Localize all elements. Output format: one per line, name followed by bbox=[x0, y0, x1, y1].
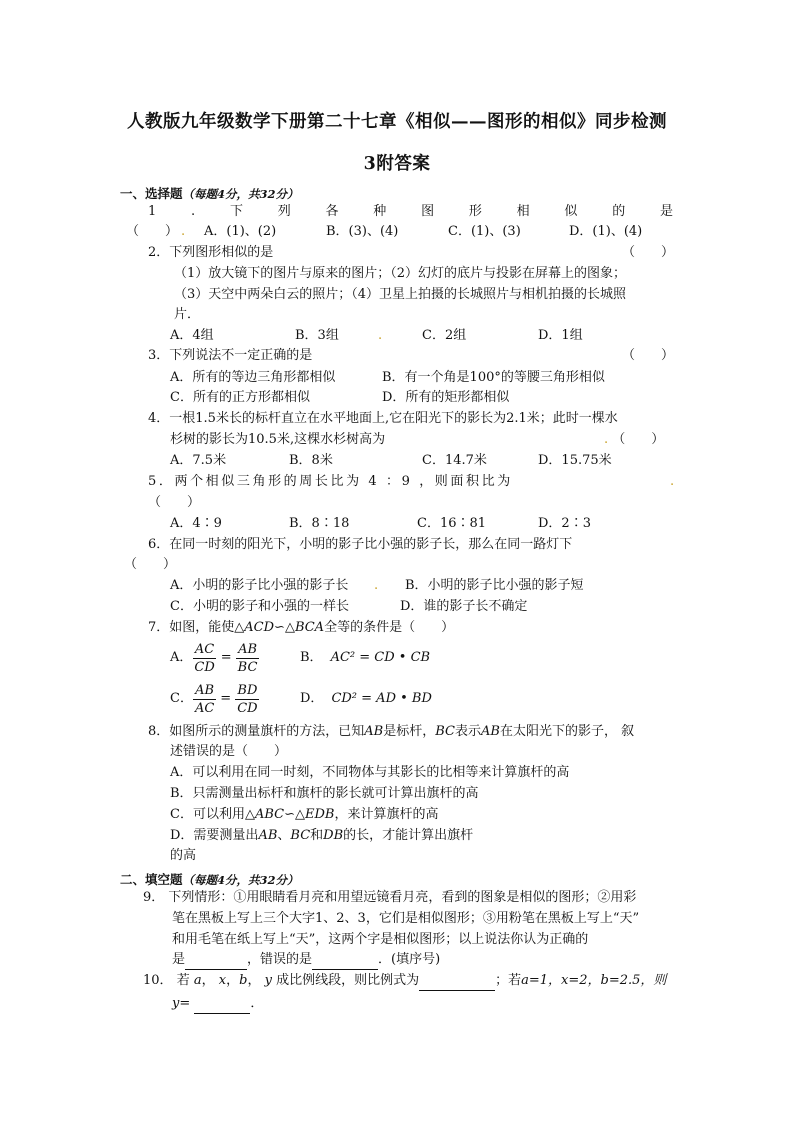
q1-char: 似 bbox=[564, 204, 578, 219]
var-b: b bbox=[239, 973, 248, 988]
q1-option-a: A．(1)、(2) bbox=[204, 224, 277, 239]
equals: = bbox=[220, 691, 232, 706]
title-line-1: 人教版九年级数学下册第二十七章《相似——图形的相似》同步检测 bbox=[127, 112, 667, 132]
q1-char: 种 bbox=[373, 204, 387, 219]
q8-text: C．可以利用△ bbox=[170, 807, 255, 822]
q7-option-b bbox=[300, 649, 430, 667]
q8-text: 和 bbox=[310, 828, 324, 843]
section-note: （每题4分，共32分） bbox=[182, 873, 299, 887]
paren-text: （ ） bbox=[612, 432, 665, 447]
math-expr: CD² = AD • BD bbox=[331, 691, 432, 706]
section-note: （每题4分，共32分） bbox=[182, 187, 299, 201]
q5-paren: （ ） bbox=[148, 495, 201, 510]
decor-dot: . bbox=[181, 224, 186, 239]
q6-option-a: A．小明的影子比小强的影子长 bbox=[170, 578, 349, 593]
q2-option-c: C．2组 bbox=[422, 328, 467, 343]
q5-line-1: 5．两个相似三角形的周长比为 4 ：9 ，则面积比为 bbox=[148, 474, 513, 489]
q10-number: 10． bbox=[143, 973, 173, 988]
var-a: a bbox=[193, 973, 202, 988]
q1-char: . bbox=[191, 204, 196, 219]
q7-math: ACD bbox=[244, 620, 275, 635]
q8-text: 在太阳光下的影子， 叙 bbox=[499, 724, 635, 739]
q6-paren: （ ） bbox=[124, 557, 177, 572]
q1-char: 1 bbox=[148, 204, 157, 219]
q1-char: 是 bbox=[659, 204, 673, 219]
math-expr: AC² = CD • CB bbox=[330, 650, 431, 665]
q4-paren bbox=[604, 431, 664, 449]
denominator: CD bbox=[237, 700, 258, 716]
q1-char: 列 bbox=[277, 204, 291, 219]
q10-text: ；若 bbox=[495, 973, 522, 988]
q8-math: ABC bbox=[254, 807, 285, 822]
q7-option-d bbox=[300, 690, 432, 708]
q8-text: 、 bbox=[277, 828, 291, 843]
q7-stem bbox=[148, 619, 454, 637]
q4-option-b: B．8米 bbox=[289, 453, 333, 468]
q10-line-2 bbox=[172, 995, 263, 1014]
q7-text: ∽△ bbox=[274, 620, 295, 635]
denominator: BC bbox=[237, 659, 258, 675]
q2-option-d: D．1组 bbox=[538, 328, 583, 343]
q9-text: ．(填序号) bbox=[378, 952, 441, 967]
section-label: 二、填空题 bbox=[120, 872, 183, 887]
q8-math: AB bbox=[364, 724, 384, 739]
fraction bbox=[193, 682, 216, 717]
q5-option-b: B．8∶18 bbox=[289, 516, 350, 531]
q1-stem bbox=[148, 203, 673, 221]
q3-option-b: B．有一个角是100°的等腰三角形相似 bbox=[382, 370, 605, 385]
q8-math: AB bbox=[481, 724, 500, 739]
q2-line-1: （1）放大镜下的图片与原来的图片；（2）幻灯的底片与投影在屏幕上的图象； bbox=[174, 266, 627, 281]
q7-text: 全等的条件是（ ） bbox=[324, 620, 455, 635]
q8-math: DB bbox=[323, 828, 344, 843]
q2-line-3: 片． bbox=[174, 307, 201, 322]
q4-option-d: D．15.75米 bbox=[538, 453, 612, 468]
q10-text: 若 bbox=[176, 973, 190, 988]
equals: = bbox=[220, 650, 232, 665]
q4-option-c: C．14.7米 bbox=[422, 453, 487, 468]
q3-paren: （ ） bbox=[622, 348, 675, 363]
q8-text: ，来计算旗杆的高 bbox=[334, 807, 439, 822]
q3-stem: 3．下列说法不一定正确的是 bbox=[148, 348, 313, 363]
section-1-heading bbox=[120, 184, 299, 202]
q7-option-c bbox=[170, 679, 260, 719]
numerator: BD bbox=[237, 682, 258, 698]
q1-char: 相 bbox=[516, 204, 530, 219]
q8-math: BC bbox=[435, 724, 455, 739]
q6-option-c: C．小明的影子和小强的一样长 bbox=[170, 599, 349, 614]
q9-line-3: 和用毛笔在纸上写上“天”，这两个字是相似图形；以上说法你认为正确的 bbox=[172, 932, 589, 947]
option-label: B． bbox=[300, 650, 323, 665]
q1-option-b: B．(3)、(4) bbox=[326, 224, 399, 239]
q8-math: BC bbox=[290, 828, 311, 843]
q2-paren: （ ） bbox=[622, 245, 675, 260]
q1-char: 形 bbox=[468, 204, 482, 219]
q9-line-1: 9． 下列情形：①用眼睛看月亮和用望远镜看月亮，看到的图象是相似的图形；②用彩 bbox=[143, 890, 637, 905]
q10-line-1: 10． 若 a， x，b， y 成比例线段，则比例式为 ；若a=1，x=2，b=2.5，则 bbox=[143, 972, 666, 991]
q8-option-b: B．只需测量出标杆和旗杆的影长就可计算出旗杆的高 bbox=[170, 786, 479, 801]
q4-line-1: 4．一根1.5米长的标杆直立在水平地面上,它在阳光下的影长为2.1米；此时一棵水 bbox=[148, 411, 618, 426]
q1-option-d: D．(1)、(4) bbox=[569, 224, 643, 239]
q6-option-b: B．小明的影子比小强的影子短 bbox=[405, 578, 584, 593]
q8-option-a: A．可以利用在同一时刻，不同物体与其影长的比相等来计算旗杆的高 bbox=[170, 765, 570, 780]
q6-option-d: D．谁的影子长不确定 bbox=[400, 599, 528, 614]
var-y-eq: y= bbox=[172, 996, 191, 1011]
q8-option-d bbox=[170, 827, 473, 845]
answer-blank[interactable] bbox=[185, 951, 247, 970]
q9-line-4 bbox=[172, 951, 440, 970]
q7-text: 7．如图，能使△ bbox=[148, 620, 245, 635]
numerator: AC bbox=[194, 641, 215, 657]
q7-option-a bbox=[170, 638, 259, 678]
q7-math: BCA bbox=[294, 620, 325, 635]
q1-paren: （ ） bbox=[126, 224, 179, 239]
q8-text: ∽△ bbox=[284, 807, 305, 822]
q5-option-c: C．16∶81 bbox=[417, 516, 487, 531]
q2-option-a: A．4组 bbox=[170, 328, 214, 343]
q8-text: 是标杆， bbox=[383, 724, 436, 739]
numerator: AB bbox=[195, 682, 215, 698]
q2-line-2: （3）天空中两朵白云的照片；（4）卫星上拍摄的长城照片与相机拍摄的长城照 bbox=[174, 287, 627, 302]
q8-text: 8．如图所示的测量旗杆的方法，已知 bbox=[148, 724, 365, 739]
fraction bbox=[236, 641, 260, 676]
q8-math: EDB bbox=[304, 807, 335, 822]
q4-line-2: 杉树的影长为10.5米,这棵水杉树高为 bbox=[170, 432, 386, 447]
q6-line-1: 6．在同一时刻的阳光下，小明的影子比小强的影子长，那么在同一路灯下 bbox=[148, 537, 573, 552]
section-2-heading bbox=[120, 870, 299, 888]
q8-option-d-cont: 的高 bbox=[170, 848, 197, 863]
denominator: CD bbox=[194, 659, 215, 675]
q1-option-c: C．(1)、(3) bbox=[448, 224, 521, 239]
q4-option-a: A．7.5米 bbox=[170, 453, 227, 468]
q8-text: 表示 bbox=[455, 724, 482, 739]
q9-line-2: 笔在黑板上写上三个大字1、2、3，它们是相似图形；③用粉笔在黑板上写上“天” bbox=[172, 911, 640, 926]
answer-blank[interactable] bbox=[194, 995, 250, 1014]
option-label: D． bbox=[300, 691, 324, 706]
title-line-2: 3附答案 bbox=[363, 154, 431, 174]
fraction bbox=[235, 682, 259, 717]
q9-text: 是 bbox=[172, 952, 186, 967]
numerator: AB bbox=[238, 641, 258, 657]
q8-text: D．需要测量出 bbox=[170, 828, 259, 843]
fraction bbox=[192, 641, 216, 676]
denominator: AC bbox=[194, 700, 215, 716]
q9-text: ，错误的是 bbox=[247, 952, 313, 967]
option-label: C． bbox=[170, 691, 193, 706]
q1-char: 的 bbox=[612, 204, 626, 219]
q5-option-a: A．4∶9 bbox=[170, 516, 222, 531]
q5-option-d: D．2∶3 bbox=[538, 516, 591, 531]
q3-option-a: A．所有的等边三角形都相似 bbox=[170, 370, 336, 385]
section-label: 一、选择题 bbox=[120, 186, 183, 201]
answer-blank[interactable] bbox=[419, 972, 495, 991]
option-label: A． bbox=[170, 650, 193, 665]
decor-dot: . bbox=[604, 432, 609, 447]
q8-line-2: 述错误的是（ ） bbox=[170, 744, 288, 759]
q8-text: 的长，才能计算出旗杆 bbox=[343, 828, 474, 843]
q1-char: 下 bbox=[229, 204, 243, 219]
q10-condition: a=1，x=2，b=2.5，则 bbox=[521, 973, 667, 988]
q2-stem: 2．下列图形相似的是 bbox=[148, 245, 274, 260]
answer-blank[interactable] bbox=[312, 951, 378, 970]
q8-math: AB bbox=[258, 828, 278, 843]
q1-options bbox=[126, 223, 643, 241]
q10-text: 成比例线段，则比例式为 bbox=[276, 973, 420, 988]
decor-dot: . bbox=[374, 578, 379, 593]
q8-line-1 bbox=[148, 723, 634, 741]
q1-char: 各 bbox=[325, 204, 339, 219]
q10-text: ． bbox=[250, 996, 264, 1011]
decor-dot: . bbox=[378, 328, 383, 343]
q2-option-b: B．3组 bbox=[295, 328, 339, 343]
q3-option-c: C．所有的正方形都相似 bbox=[170, 390, 310, 405]
q8-option-c bbox=[170, 806, 438, 824]
var-x: x bbox=[218, 973, 227, 988]
var-y: y bbox=[264, 973, 272, 988]
q1-char: 图 bbox=[421, 204, 435, 219]
decor-dot: . bbox=[670, 474, 675, 489]
q3-option-d: D．所有的矩形都相似 bbox=[382, 390, 510, 405]
